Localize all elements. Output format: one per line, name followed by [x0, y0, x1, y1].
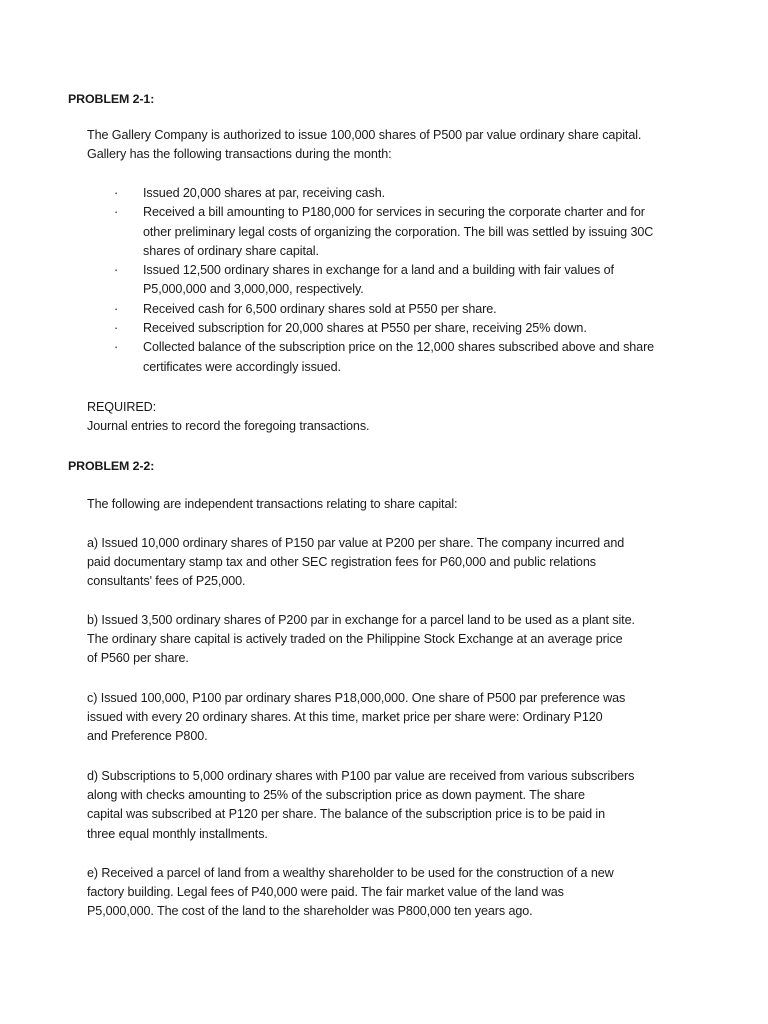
- paragraph-line: paid documentary stamp tax and other SEC registration fees for P60,000 and public relations: [87, 555, 596, 570]
- list-item: [87, 338, 687, 377]
- paragraph-line: c) Issued 100,000, P100 par ordinary shares P18,000,000. One share of P500 par preference was: [87, 691, 626, 705]
- required-text: Journal entries to record the foregoing transactions.: [87, 419, 370, 434]
- bullet-glyph: ·: [114, 321, 119, 336]
- paragraph-line: b) Issued 3,500 ordinary shares of P200 par in exchange for a parcel land to be used as a plant site.: [87, 613, 635, 627]
- list-item: [87, 184, 687, 203]
- transaction-a: [87, 534, 667, 592]
- list-item-line: Issued 20,000 shares at par, receiving cash.: [143, 186, 386, 200]
- transaction-list: [87, 184, 687, 377]
- problem-2-2-intro: [87, 495, 667, 514]
- list-item-line: Collected balance of the subscription price on the 12,000 shares subscribed above and share: [143, 340, 655, 355]
- paragraph-line: d) Subscriptions to 5,000 ordinary shares with P100 par value are received from various subscribers: [87, 769, 635, 783]
- paragraph-line: The ordinary share capital is actively traded on the Philippine Stock Exchange at an average price: [87, 632, 623, 647]
- paragraph-line: consultants' fees of P25,000.: [87, 574, 246, 589]
- paragraph-line: along with checks amounting to 25% of the subscription price as down payment. The share: [87, 788, 585, 803]
- transaction-c: [87, 689, 667, 747]
- bullet-glyph: ·: [114, 205, 119, 220]
- list-item-line: Issued 12,500 ordinary shares in exchange for a land and a building with fair values of: [143, 263, 614, 278]
- list-item-line: Received subscription for 20,000 shares at P550 per share, receiving 25% down.: [143, 321, 587, 336]
- list-item-line: P5,000,000 and 3,000,000, respectively.: [143, 282, 364, 297]
- list-item: [87, 261, 687, 300]
- list-item-line: shares of ordinary share capital.: [143, 243, 319, 258]
- bullet-glyph: ·: [114, 263, 119, 278]
- paragraph-line: issued with every 20 ordinary shares. At this time, market price per share were: Ordinary P120: [87, 710, 603, 725]
- intro-line: The Gallery Company is authorized to issue 100,000 shares of P500 par value ordinary share capital.: [87, 128, 642, 142]
- paragraph-line: and Preference P800.: [87, 729, 208, 744]
- list-item-line: Received a bill amounting to P180,000 for services in securing the corporate charter and for: [143, 205, 645, 220]
- paragraph-line: capital was subscribed at P120 per share. The balance of the subscription price is to be paid in: [87, 807, 606, 822]
- problem-2-2-heading: PROBLEM 2-2:: [68, 459, 155, 473]
- list-item-line: other preliminary legal costs of organizing the corporation. The bill was settled by issuing 30C: [143, 224, 654, 239]
- transaction-d: [87, 767, 667, 844]
- required-label: REQUIRED:: [87, 400, 157, 414]
- list-item: [87, 300, 687, 319]
- paragraph-line: e) Received a parcel of land from a wealthy shareholder to be used for the construction of a new: [87, 866, 614, 880]
- transaction-b: [87, 611, 667, 669]
- problem-2-1-intro: [87, 126, 667, 164]
- bullet-glyph: ·: [114, 340, 119, 355]
- list-item: [87, 203, 687, 261]
- problem-2-1-heading: PROBLEM 2-1:: [68, 92, 155, 106]
- paragraph-line: of P560 per share.: [87, 651, 189, 666]
- intro-line: Gallery has the following transactions during the month:: [87, 147, 392, 162]
- list-item-line: Received cash for 6,500 ordinary shares sold at P550 per share.: [143, 301, 497, 316]
- bullet-glyph: ·: [114, 186, 119, 200]
- required-section: [87, 398, 667, 436]
- list-item: [87, 319, 687, 338]
- list-item-line: certificates were accordingly issued.: [143, 359, 341, 374]
- paragraph-line: three equal monthly installments.: [87, 826, 268, 841]
- paragraph-line: factory building. Legal fees of P40,000 were paid. The fair market value of the land was: [87, 885, 564, 900]
- bullet-glyph: ·: [114, 301, 119, 316]
- transaction-e: [87, 864, 667, 922]
- paragraph-line: P5,000,000. The cost of the land to the shareholder was P800,000 ten years ago.: [87, 904, 533, 919]
- intro-line: The following are independent transactions relating to share capital:: [87, 497, 458, 511]
- paragraph-line: a) Issued 10,000 ordinary shares of P150 par value at P200 per share. The company incurred and: [87, 536, 625, 550]
